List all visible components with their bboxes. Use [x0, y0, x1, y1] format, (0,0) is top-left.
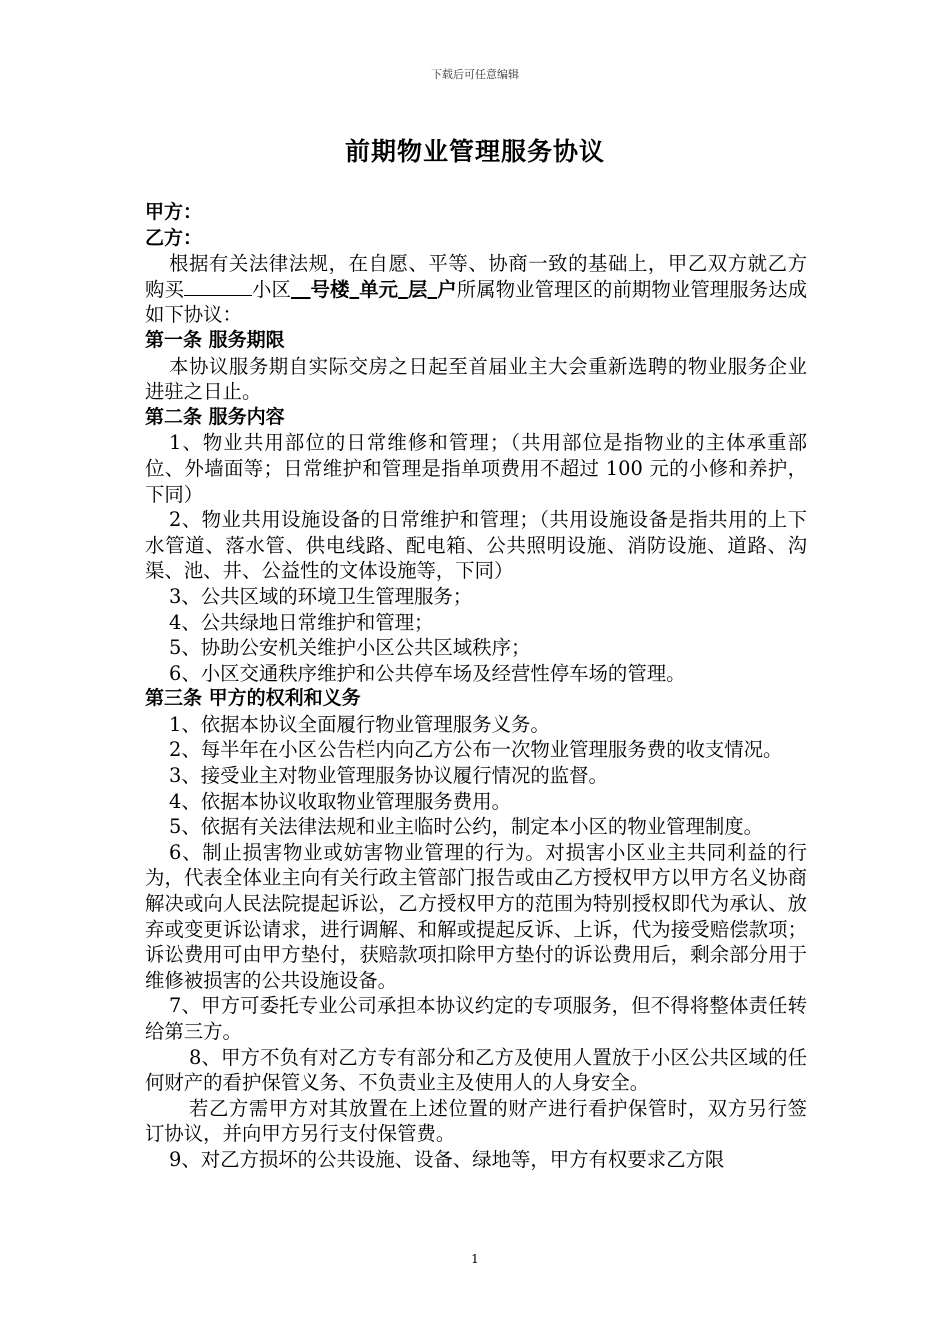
intro-text: 根据有关法律法规，在自愿、平等、协商一致的基础上，甲乙双方就乙方购买 — [145, 252, 807, 301]
article-2-heading: 第二条 服务内容 — [145, 405, 285, 428]
building-field — [291, 278, 310, 301]
page-number: 1 — [471, 1252, 479, 1266]
party-a-label: 甲方： — [145, 201, 203, 223]
article-2-item: 2、物业共用设施设备的日常维护和管理；（共用设施设备是指共用的上下水管道、落水管、供电线路、配电箱、公共照明设施、消防设施、道路、沟渠、池、井、公益性的文体设施等，下同） — [145, 508, 807, 583]
article-3-item: 3、接受业主对物业管理服务协议履行情况的监督。 — [169, 764, 608, 788]
article-3-item-8: 8、甲方不负有对乙方专有部分和乙方及使用人置放于小区公共区域的任何财产的看护保管义务、不负责业主及使用人的人身安全。 — [145, 1045, 807, 1095]
article-2-item: 5、协助公安机关维护小区公共区域秩序； — [169, 636, 531, 660]
article-2-item: 4、公共绿地日常维护和管理； — [169, 610, 434, 634]
article-2-item: 1、物业共用部位的日常维修和管理；（共用部位是指物业的主体承重部位、外墙面等；日常维护和管理是指单项费用不超过 100 元的小修和养护，下同） — [145, 431, 807, 506]
article-3-item: 1、依据本协议全面履行物业管理服务义务。 — [169, 712, 550, 736]
article-2-item: 3、公共区域的环境卫生管理服务； — [169, 584, 473, 608]
community-label: 小区 — [251, 277, 291, 301]
community-blank — [184, 277, 252, 296]
article-3-item: 6、制止损害物业或妨害物业管理的行为。对损害小区业主共同利益的行为，代表全体业主向有关行政主管部门报告或由乙方授权甲方以甲方名义协商解决或向人民法院提起诉讼，乙方授权甲方的范围为特别授权即代为承认、放弃或变更诉讼请求，进行调解、和解或提起反诉、上诉，代为接受赔偿款项；诉讼费用可由甲方垫付，获赔款项扣除甲方垫付的诉讼费用后，剩余部分用于维修被损害的公共设施设备。 — [145, 840, 807, 992]
article-1-paragraph: 本协议服务期自实际交房之日起至首届业主大会重新选聘的物业服务企业进驻之日止。 — [145, 354, 807, 404]
article-3-heading: 第三条 甲方的权利和义务 — [145, 687, 361, 710]
article-3-item: 7、甲方可委托专业公司承担本协议约定的专项服务，但不得将整体责任转给第三方。 — [145, 994, 807, 1043]
building-label: 号楼 — [310, 277, 350, 301]
article-3-item-8-extra: 若乙方需甲方对其放置在上述位置的财产进行看护保管时，双方另行签订协议，并向甲方另行支付保管费。 — [145, 1096, 807, 1146]
document-title: 前期物业管理服务协议 — [344, 137, 605, 166]
document-body — [145, 200, 807, 1173]
party-b-label: 乙方： — [145, 226, 203, 249]
intro-after: 所属物业管理区的前期物业管理服务达成如下协议： — [145, 277, 808, 327]
room-field — [427, 278, 437, 301]
floor-label: 层 — [407, 277, 428, 301]
article-3-item: 4、依据本协议收取物业管理服务费用。 — [169, 789, 511, 813]
unit-label: 单元 — [359, 277, 399, 301]
floor-field — [398, 278, 408, 301]
article-2-item: 6、小区交通秩序维护和公共停车场及经营性停车场的管理。 — [169, 661, 686, 685]
article-3-item: 2、每半年在小区公告栏内向乙方公布一次物业管理服务费的收支情况。 — [169, 738, 783, 762]
article-3-item: 5、依据有关法律法规和业主临时公约，制定本小区的物业管理制度。 — [169, 815, 764, 839]
room-label: 户 — [437, 277, 457, 301]
unit-field — [349, 278, 359, 301]
article-1-heading: 第一条 服务期限 — [145, 328, 285, 351]
article-3-item-9: 9、对乙方损坏的公共设施、设备、绿地等，甲方有权要求乙方限 — [169, 1147, 725, 1171]
intro-paragraph — [145, 251, 807, 328]
header-note: 下载后可任意编辑 — [431, 68, 519, 81]
